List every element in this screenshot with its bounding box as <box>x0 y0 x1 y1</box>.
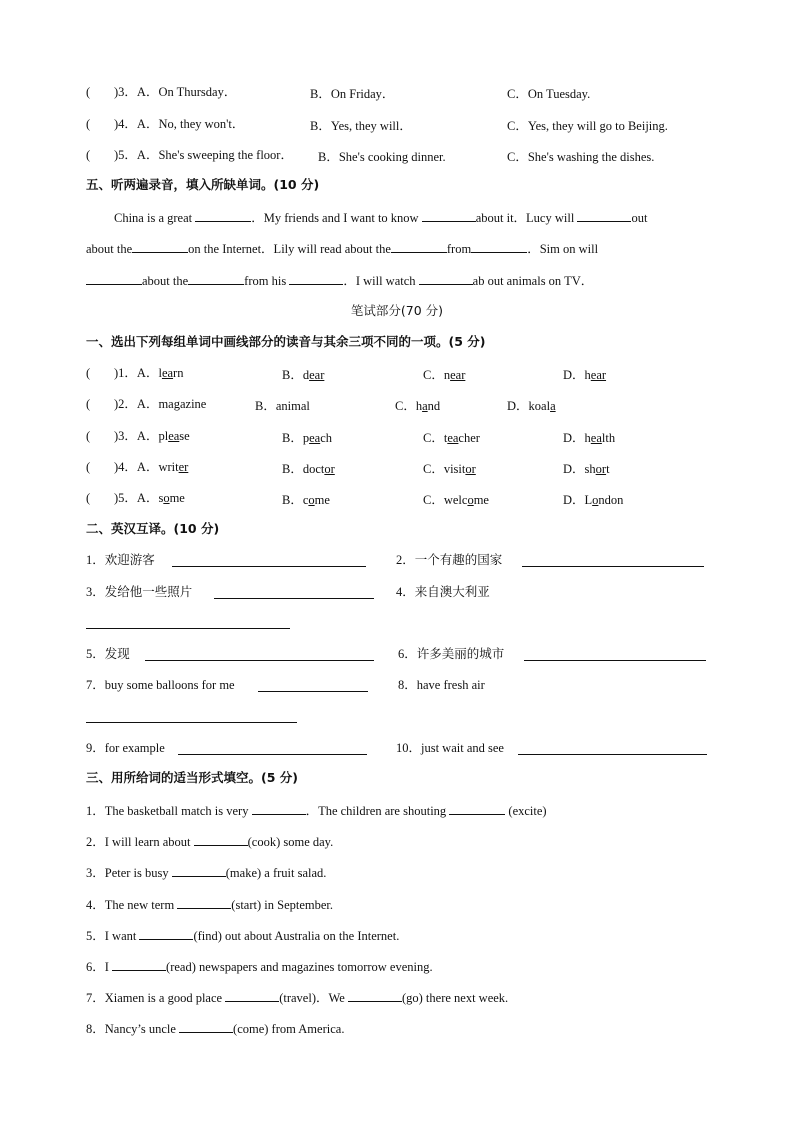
translation-item: 10．just wait and see <box>396 741 504 755</box>
option-b: B．On Friday． <box>310 87 395 101</box>
answer-blank[interactable] <box>145 660 374 661</box>
answer-blank[interactable] <box>139 927 193 940</box>
underlined-letters: o <box>308 493 315 507</box>
answer-blank[interactable] <box>518 754 707 755</box>
underlined-letters: ear <box>309 368 325 382</box>
underlined-letters: ea <box>447 431 459 445</box>
section-title: 三、用所给词的适当形式填空。(5 分) <box>86 770 298 785</box>
question-row: ( )5．A．some <box>86 491 185 505</box>
answer-blank[interactable] <box>86 272 142 285</box>
translation-item: 9．for example <box>86 741 165 755</box>
underlined-letters: er <box>178 460 189 474</box>
answer-blank[interactable] <box>391 240 447 253</box>
option-c: C．Yes, they will go to Beijing. <box>507 119 668 133</box>
answer-blank[interactable] <box>348 989 402 1002</box>
section-title: 一、选出下列每组单词中画线部分的读音与其余三项不同的一项。(5 分) <box>86 334 486 349</box>
fill-item: 3．Peter is busy (make) a fruit salad. <box>86 866 327 880</box>
option-d: D．koala <box>507 399 556 413</box>
translation-item: 4．来自澳大利亚 <box>396 585 490 599</box>
option-c: C．welcome <box>423 493 489 507</box>
option-c: C．visitor <box>423 462 476 476</box>
passage-line: about the on the Internet．Lily will read about the from ．Sim on will <box>86 242 599 256</box>
option-c: C．near <box>423 368 466 382</box>
answer-blank[interactable] <box>289 272 343 285</box>
fill-item: 7．Xiamen is a good place (travel)．We (go) there next week. <box>86 991 509 1005</box>
answer-blank[interactable] <box>422 209 476 222</box>
option-c: C．teacher <box>423 431 480 445</box>
underlined-letters: ear <box>590 368 607 382</box>
option-d: D．London <box>563 493 624 507</box>
option-c: C．On Tuesday. <box>507 87 591 101</box>
answer-blank[interactable] <box>178 754 367 755</box>
fill-item: 2．I will learn about (cook) some day. <box>86 835 334 849</box>
translation-item: 3．发给他一些照片 <box>86 585 193 599</box>
translation-item: 8．have fresh air <box>398 678 485 692</box>
section-title: 五、听两遍录音，填入所缺单词。(10 分) <box>86 177 320 192</box>
answer-blank[interactable] <box>471 240 527 253</box>
translation-item: 6．许多美丽的城市 <box>398 647 505 661</box>
answer-blank[interactable] <box>252 802 306 815</box>
answer-blank[interactable] <box>172 864 226 877</box>
answer-blank[interactable] <box>419 272 473 285</box>
option-b: B．animal <box>255 399 310 413</box>
answer-blank[interactable] <box>172 566 366 567</box>
option-b: B．doctor <box>282 462 335 476</box>
fill-item: 5．I want (find) out about Australia on the Internet. <box>86 929 400 943</box>
question-row: ( )4．A．No, they won't． <box>86 117 245 131</box>
answer-blank[interactable] <box>258 691 368 692</box>
translation-item: 5．发现 <box>86 647 130 661</box>
underlined-letters: ea <box>309 431 321 445</box>
option-b: B．Yes, they will． <box>310 119 412 133</box>
underlined-letters: ea <box>161 366 174 380</box>
question-row: ( )5．A．She's sweeping the floor． <box>86 148 293 162</box>
option-b: B．come <box>282 493 330 507</box>
option-c: C．hand <box>395 399 441 413</box>
translation-item: 2．一个有趣的国家 <box>396 553 503 567</box>
translation-item: 7．buy some balloons for me <box>86 678 235 692</box>
underlined-letters: o <box>467 493 474 507</box>
answer-blank[interactable] <box>449 802 505 815</box>
question-row: ( )3．A．please <box>86 429 190 443</box>
answer-blank[interactable] <box>86 628 290 629</box>
underlined-letters: o <box>592 493 599 507</box>
underlined-letters: or <box>465 462 476 476</box>
fill-item: 6．I (read) newspapers and magazines tomorrow evening. <box>86 960 433 974</box>
underlined-letters: a <box>422 399 428 413</box>
answer-blank[interactable] <box>179 1020 233 1033</box>
answer-blank[interactable] <box>195 209 251 222</box>
option-d: D．health <box>563 431 616 445</box>
question-row: ( )4．A．writer <box>86 460 189 474</box>
answer-blank[interactable] <box>132 240 188 253</box>
option-c: C．She's washing the dishes. <box>507 150 655 164</box>
option-b: B．peach <box>282 431 333 445</box>
underlined-letters: or <box>324 462 335 476</box>
passage-line: China is a great ．My friends and I want to know about it．Lucy will out <box>114 211 648 225</box>
answer-blank[interactable] <box>188 272 244 285</box>
section-title: 二、英汉互译。(10 分) <box>86 521 220 536</box>
answer-blank[interactable] <box>577 209 631 222</box>
underlined-letters: or <box>595 462 607 476</box>
answer-blank[interactable] <box>194 833 248 846</box>
underlined-letters: o <box>163 491 170 505</box>
answer-blank[interactable] <box>524 660 706 661</box>
underlined-letters: a <box>550 399 556 413</box>
answer-blank[interactable] <box>177 896 231 909</box>
translation-item: 1．欢迎游客 <box>86 553 155 567</box>
underlined-letters: ea <box>168 429 180 443</box>
written-part-title: 笔试部分(70 分) <box>350 303 444 318</box>
answer-blank[interactable] <box>225 989 279 1002</box>
question-row: ( )2．A．magazine <box>86 397 207 411</box>
question-row: ( )3．A．On Thursday． <box>86 85 237 99</box>
answer-blank[interactable] <box>86 722 297 723</box>
answer-blank[interactable] <box>522 566 704 567</box>
option-b: B．dear <box>282 368 325 382</box>
fill-item: 1．The basketball match is very ．The children are shouting (excite) <box>86 804 547 818</box>
option-b: B．She's cooking dinner. <box>318 150 446 164</box>
underlined-letters: ea <box>590 431 602 445</box>
question-row: ( )1．A．learn <box>86 366 184 380</box>
answer-blank[interactable] <box>214 598 374 599</box>
option-d: D．hear <box>563 368 607 382</box>
option-d: D．short <box>563 462 610 476</box>
passage-line: about the from his ．I will watch ab out animals on TV． <box>86 272 593 289</box>
underlined-letters: ear <box>450 368 466 382</box>
fill-item: 4．The new term (start) in September. <box>86 898 334 912</box>
fill-item: 8．Nancy’s uncle (come) from America. <box>86 1022 345 1036</box>
answer-blank[interactable] <box>112 958 166 971</box>
